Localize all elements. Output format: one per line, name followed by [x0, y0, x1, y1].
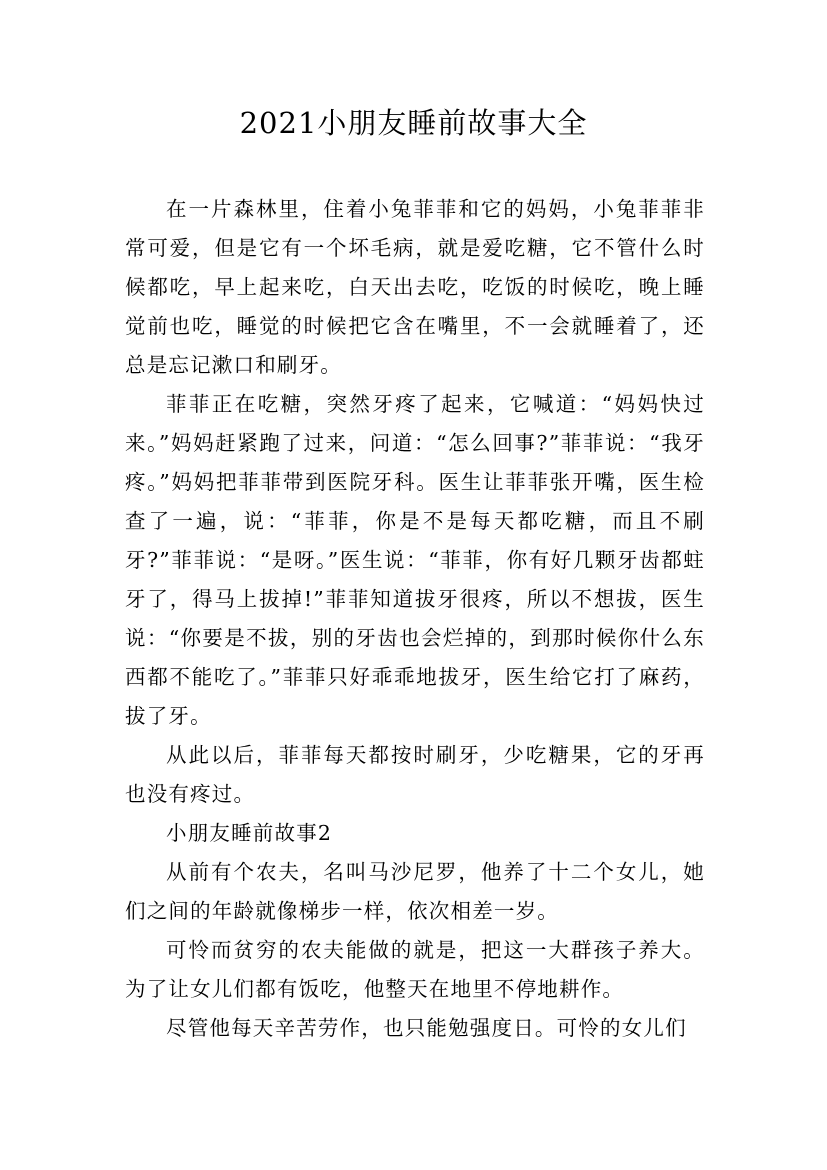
document-body [125, 190, 705, 1048]
paragraph: 菲菲正在吃糖，突然牙疼了起来，它喊道：“妈妈快过来。”妈妈赶紧跑了过来，问道：“怎么回事?”菲菲说：“我牙疼。”妈妈把菲菲带到医院牙科。医生让菲菲张开嘴，医生检查了一遍，说：“菲菲，你是不是每天都吃糖，而且不刷牙?”菲菲说：“是呀。”医生说：“菲菲，你有好几颗牙齿都蛀牙了，得马上拔掉!”菲菲知道拔牙很疼，所以不想拔，医生说：“你要是不拔，别的牙齿也会烂掉的，到那时候你什么东西都不能吃了。”菲菲只好乖乖地拔牙，医生给它打了麻药，拔了牙。 [125, 392, 705, 728]
paragraph: 从此以后，菲菲每天都按时刷牙，少吃糖果，它的牙再也没有疼过。 [125, 743, 705, 806]
paragraph: 尽管他每天辛苦劳作，也只能勉强度日。可怜的女儿们 [166, 1016, 687, 1040]
document-title: 2021小朋友睡前故事大全 [239, 106, 588, 140]
paragraph: 从前有个农夫，名叫马沙尼罗，他养了十二个女儿，她们之间的年龄就像梯步一样，依次相差一岁。 [125, 860, 705, 923]
paragraph: 在一片森林里，住着小兔菲菲和它的妈妈，小兔菲菲非常可爱，但是它有一个坏毛病，就是爱吃糖，它不管什么时候都吃，早上起来吃，白天出去吃，吃饭的时候吃，晚上睡觉前也吃，睡觉的时候把它含在嘴里，不一会就睡着了，还总是忘记漱口和刷牙。 [125, 197, 705, 377]
section-heading: 小朋友睡前故事2 [166, 821, 333, 845]
paragraph: 可怜而贫穷的农夫能做的就是，把这一大群孩子养大。为了让女儿们都有饭吃，他整天在地里不停地耕作。 [125, 938, 705, 1001]
